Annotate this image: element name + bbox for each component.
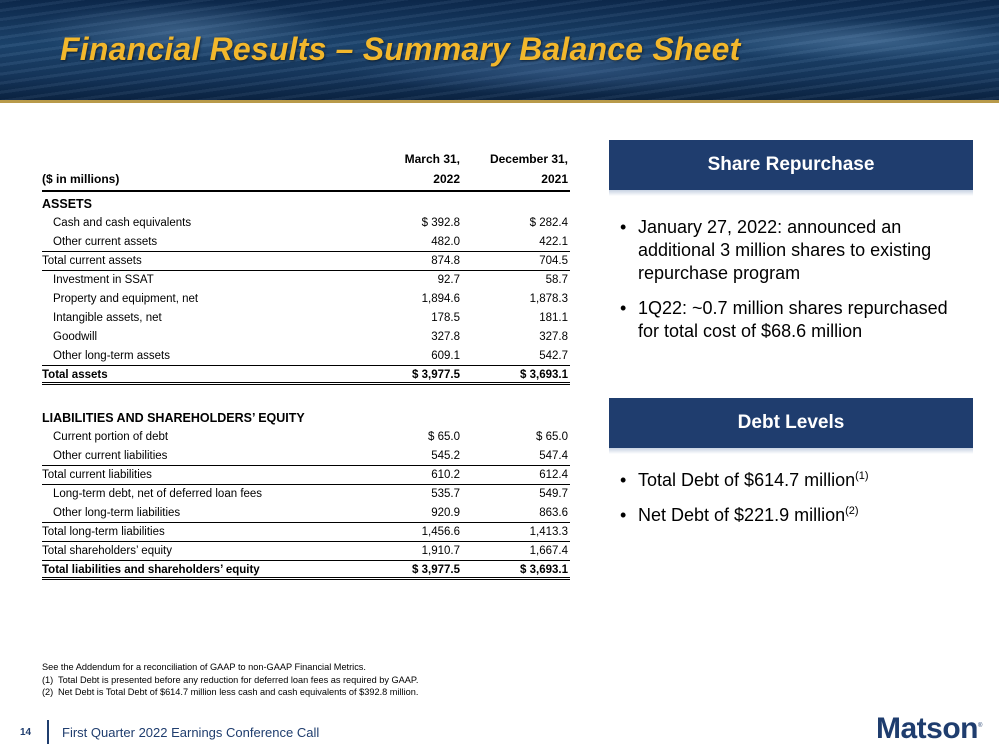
- table-row: Other long-term assets 609.1 542.7: [42, 347, 570, 366]
- table-row: Total long-term liabilities 1,456.6 1,413.3: [42, 523, 570, 542]
- col1-header-line1: March 31,: [404, 152, 460, 166]
- table-row: Intangible assets, net 178.5 181.1: [53, 312, 568, 324]
- footnote-ref-2: (2): [845, 505, 859, 517]
- table-header-row-2: [42, 170, 570, 192]
- table-row: Other current liabilities 545.2 547.4: [42, 447, 570, 466]
- matson-logo: Matson®: [876, 712, 982, 745]
- table-row: Other current assets 482.0 422.1: [42, 233, 570, 252]
- table-row: Total current assets 874.8 704.5: [42, 252, 570, 271]
- footnotes: [42, 661, 418, 699]
- col1-header-line2: 2022: [433, 172, 460, 186]
- page-title: Financial Results – Summary Balance Sheet: [60, 31, 741, 67]
- liabilities-section-title: LIABILITIES AND SHAREHOLDERS’ EQUITY: [42, 411, 305, 425]
- table-row: Investment in SSAT 92.7 58.7: [53, 274, 568, 286]
- footnote-2: (2) Net Debt is Total Debt of $614.7 million less cash and cash equivalents of $392.8 million.: [42, 687, 419, 698]
- debt-levels-header: Debt Levels: [609, 398, 973, 448]
- footer-divider: [47, 720, 49, 744]
- assets-section-title: ASSETS: [42, 197, 93, 211]
- units-label: ($ in millions): [42, 172, 120, 186]
- table-row: Total shareholders’ equity 1,910.7 1,667.4: [42, 542, 570, 561]
- list-item: [620, 469, 970, 492]
- footnote-ref-1: (1): [855, 470, 869, 482]
- col2-header-line2: 2021: [541, 172, 568, 186]
- share-repurchase-header: Share Repurchase: [609, 140, 973, 190]
- share-repurchase-list: [620, 216, 970, 355]
- footnote-intro: See the Addendum for a reconciliation of GAAP to non-GAAP Financial Metrics.: [42, 662, 366, 672]
- list-item: [620, 504, 970, 527]
- col2-header-line1: December 31,: [489, 152, 568, 166]
- table-spacer: [42, 385, 570, 406]
- total-debt-text: Total Debt of $614.7 million: [638, 470, 856, 490]
- table-row: Cash and cash equivalents $ 392.8 $ 282.4: [53, 217, 568, 229]
- total-assets-row: Total assets $ 3,977.5 $ 3,693.1: [42, 366, 570, 385]
- table-row: Property and equipment, net 1,894.6 1,878.3: [53, 293, 568, 305]
- page-number: 14: [20, 727, 32, 738]
- footer-text: First Quarter 2022 Earnings Conference Call: [62, 725, 320, 740]
- list-item: • January 27, 2022: announced an additional 3 million shares to existing repurchase program: [620, 216, 970, 285]
- title-banner: [0, 0, 999, 103]
- list-item: • 1Q22: ~0.7 million shares repurchased for total cost of $68.6 million: [620, 297, 970, 343]
- table-row: Total current liabilities 610.2 612.4: [42, 466, 570, 485]
- table-row: Current portion of debt $ 65.0 $ 65.0: [53, 431, 568, 443]
- balance-sheet-table: [42, 150, 570, 580]
- table-row: Long-term debt, net of deferred loan fees 535.7 549.7: [53, 488, 568, 500]
- table-row: Goodwill 327.8 327.8: [53, 331, 568, 343]
- table-row: Other long-term liabilities 920.9 863.6: [42, 504, 570, 523]
- net-debt-text: Net Debt of $221.9 million: [638, 505, 846, 525]
- table-header-row-1: [42, 150, 570, 170]
- total-liabilities-equity-row: Total liabilities and shareholders’ equity $ 3,977.5 $ 3,693.1: [42, 561, 570, 580]
- debt-levels-list: [620, 469, 970, 539]
- footnote-1: (1) Total Debt is presented before any reduction for deferred loan fees as required by GAAP.: [42, 674, 419, 685]
